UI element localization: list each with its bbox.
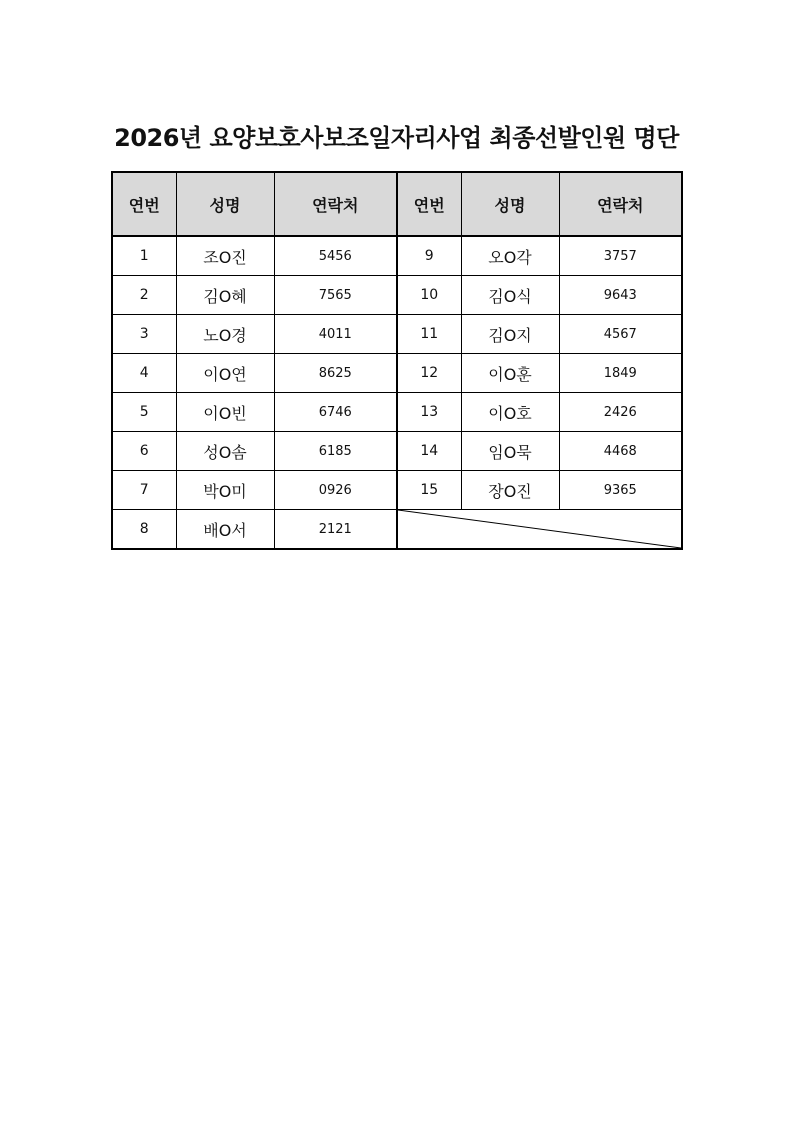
row-number: 4 xyxy=(112,354,176,393)
row-number: 5 xyxy=(112,393,176,432)
row-number: 8 xyxy=(112,510,176,550)
phone-digits: 7565 xyxy=(274,276,397,315)
row-number: 1 xyxy=(112,236,176,276)
table-row xyxy=(112,432,682,471)
phone-digits: 4468 xyxy=(559,432,682,471)
header-no: 연번 xyxy=(397,172,461,236)
table-row xyxy=(112,236,682,276)
row-number: 11 xyxy=(397,315,461,354)
row-number: 3 xyxy=(112,315,176,354)
header-phone: 연락처 xyxy=(559,172,682,236)
row-number: 7 xyxy=(112,471,176,510)
phone-digits: 3757 xyxy=(559,236,682,276)
person-name: 이O훈 xyxy=(461,354,559,393)
table-row xyxy=(112,276,682,315)
row-number: 2 xyxy=(112,276,176,315)
table-row xyxy=(112,510,682,550)
table-row xyxy=(112,315,682,354)
phone-digits: 4011 xyxy=(274,315,397,354)
person-name: 오O각 xyxy=(461,236,559,276)
person-name: 임O묵 xyxy=(461,432,559,471)
document-title: 2026년 요양보호사보조일자리사업 최종선발인원 명단 xyxy=(114,124,679,152)
person-name: 김O지 xyxy=(461,315,559,354)
phone-digits: 1849 xyxy=(559,354,682,393)
row-number: 13 xyxy=(397,393,461,432)
phone-digits: 9643 xyxy=(559,276,682,315)
person-name: 김O혜 xyxy=(176,276,274,315)
table-row xyxy=(112,354,682,393)
row-number: 6 xyxy=(112,432,176,471)
person-name: 이O연 xyxy=(176,354,274,393)
table-row xyxy=(112,393,682,432)
phone-digits: 6746 xyxy=(274,393,397,432)
person-name: 이O호 xyxy=(461,393,559,432)
diagonal-strike-line xyxy=(398,510,681,548)
header-name: 성명 xyxy=(461,172,559,236)
phone-digits: 8625 xyxy=(274,354,397,393)
table-row xyxy=(112,471,682,510)
person-name: 성O솜 xyxy=(176,432,274,471)
person-name: 장O진 xyxy=(461,471,559,510)
row-number: 9 xyxy=(397,236,461,276)
person-name: 김O식 xyxy=(461,276,559,315)
header-no: 연번 xyxy=(112,172,176,236)
row-number: 14 xyxy=(397,432,461,471)
person-name: 조O진 xyxy=(176,236,274,276)
phone-digits: 9365 xyxy=(559,471,682,510)
phone-digits: 0926 xyxy=(274,471,397,510)
table-header-row xyxy=(112,172,682,236)
selection-roster-table xyxy=(111,171,683,550)
phone-digits: 5456 xyxy=(274,236,397,276)
phone-digits: 2426 xyxy=(559,393,682,432)
phone-digits: 4567 xyxy=(559,315,682,354)
empty-diagonal-cell xyxy=(397,510,682,550)
person-name: 박O미 xyxy=(176,471,274,510)
row-number: 12 xyxy=(397,354,461,393)
person-name: 배O서 xyxy=(176,510,274,550)
person-name: 이O빈 xyxy=(176,393,274,432)
row-number: 15 xyxy=(397,471,461,510)
header-phone: 연락처 xyxy=(274,172,397,236)
person-name: 노O경 xyxy=(176,315,274,354)
header-name: 성명 xyxy=(176,172,274,236)
row-number: 10 xyxy=(397,276,461,315)
phone-digits: 6185 xyxy=(274,432,397,471)
phone-digits: 2121 xyxy=(274,510,397,550)
